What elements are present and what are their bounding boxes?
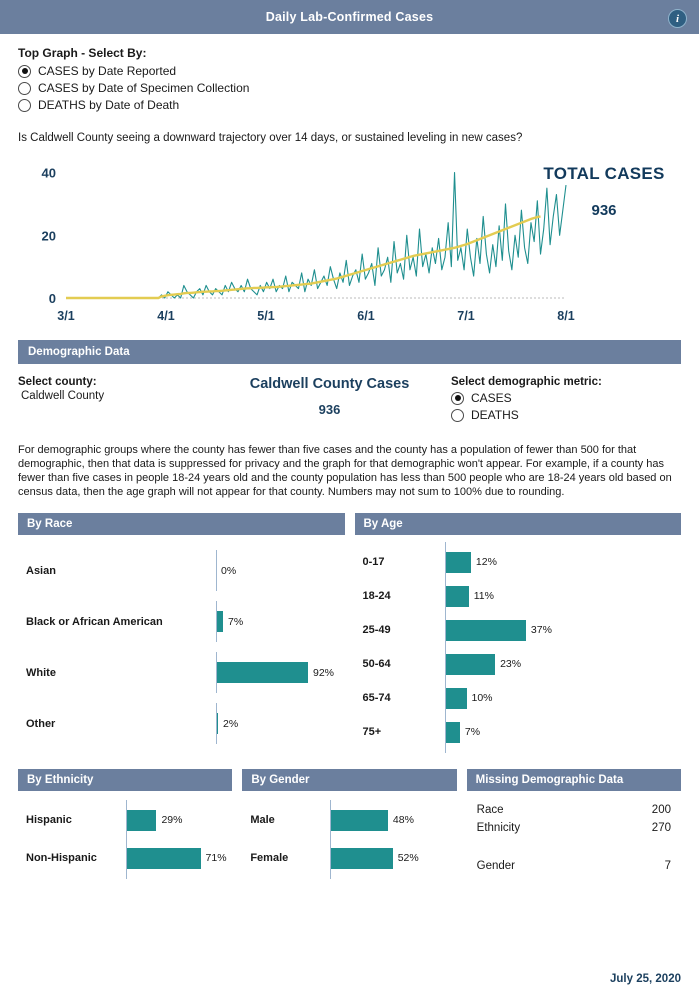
bar-category-label: Hispanic: [26, 814, 72, 826]
bar-row: [355, 715, 682, 749]
bar: [445, 552, 471, 573]
svg-text:0: 0: [48, 291, 56, 306]
bar-axis-line: [216, 652, 217, 693]
bar-track: [445, 722, 682, 743]
bar-value-label: 23%: [500, 658, 522, 670]
bar-axis-line: [126, 838, 127, 879]
county-summary: [208, 376, 451, 417]
bar-category-label: 75+: [362, 726, 382, 738]
select-county-label: Select county:: [18, 376, 97, 388]
missing-data-row: [467, 819, 681, 837]
bar-value-label: 0%: [221, 564, 237, 577]
bar: [445, 654, 496, 675]
radio-metric-cases[interactable]: [451, 391, 681, 405]
ethnicity-bars: [18, 791, 232, 881]
bar-track: [216, 560, 345, 581]
bar: [216, 611, 223, 632]
bar: [216, 662, 308, 683]
bar-track: [330, 810, 456, 831]
bar-axis-line: [216, 601, 217, 642]
bar-value-label: 37%: [530, 624, 552, 636]
metric-label: Select demographic metric:: [451, 376, 602, 388]
bar-value-label: 92%: [313, 666, 335, 679]
bar-track: [330, 848, 456, 869]
county-selector[interactable]: [18, 376, 208, 402]
bar: [445, 586, 469, 607]
bar-axis-line: [445, 712, 446, 753]
panel-title-ethnicity: By Ethnicity: [18, 769, 232, 791]
panel-by-ethnicity: [18, 769, 232, 881]
svg-text:7/1: 7/1: [457, 309, 475, 323]
radio-icon[interactable]: [18, 82, 31, 95]
bar-category-label: Other: [26, 717, 56, 730]
bar-category-label: 50-64: [362, 658, 391, 670]
panel-missing-data: [467, 769, 681, 881]
panel-title-gender: By Gender: [242, 769, 456, 791]
bar-axis-line: [330, 800, 331, 841]
bar-category-label: 25-49: [362, 624, 391, 636]
radio-cases-by-date-reported[interactable]: [18, 64, 681, 78]
total-cases-box: [529, 164, 679, 219]
svg-text:40: 40: [41, 165, 56, 181]
bar: [330, 848, 392, 869]
radio-label: DEATHS: [471, 408, 519, 422]
bar-category-label: 65-74: [362, 692, 391, 704]
radio-icon[interactable]: [451, 392, 464, 405]
info-icon[interactable]: i: [668, 9, 687, 28]
bar-track: [445, 688, 682, 709]
radio-metric-deaths[interactable]: [451, 408, 681, 422]
radio-icon[interactable]: [451, 409, 464, 422]
missing-rows: [467, 791, 681, 879]
svg-text:6/1: 6/1: [357, 309, 375, 323]
bar-row: [242, 839, 456, 877]
bar-row: [18, 839, 232, 877]
missing-data-key: Ethnicity: [476, 822, 521, 834]
bar-row: [242, 801, 456, 839]
chart-question: Is Caldwell County seeing a downward trajectory over 14 days, or sustained leveling in new cases?: [18, 132, 523, 144]
bar-row: [355, 681, 682, 715]
radio-label: CASES: [471, 391, 512, 405]
bar-track: [445, 552, 682, 573]
report-date: July 25, 2020: [610, 973, 681, 985]
total-cases-label: TOTAL CASES: [543, 164, 665, 183]
bar-track: [445, 586, 682, 607]
bar-row: [18, 698, 345, 749]
bar-track: [445, 654, 682, 675]
bar-value-label: 7%: [228, 615, 244, 628]
bar-category-label: 18-24: [362, 590, 391, 602]
bar-category-label: Black or African American: [26, 615, 163, 628]
bar-axis-line: [216, 550, 217, 591]
bar-row: [18, 545, 345, 596]
bar-row: [18, 647, 345, 698]
county-case-count: 936: [318, 402, 341, 417]
line-chart-svg: [18, 150, 578, 330]
bar-category-label: Female: [250, 852, 289, 864]
bar-axis-line: [330, 838, 331, 879]
privacy-note: For demographic groups where the county has fewer than five cases and the county has a population of fewer than 500 for that demographic, then that data is suppressed for privacy and the graph for that demographic won't appear. For example, if a county has fewer than five cases in people 18-24 years old and the county population has less than 500 people who are 18-24 years old based on census data, then the age graph will not appear for that county. Numbers may not sum to 100% due to rounding.: [18, 444, 672, 498]
svg-text:8/1: 8/1: [557, 309, 575, 323]
panel-title-missing: Missing Demographic Data: [467, 769, 681, 791]
county-title: Caldwell County Cases: [249, 376, 410, 392]
svg-text:5/1: 5/1: [257, 309, 275, 323]
radio-icon[interactable]: [18, 99, 31, 112]
svg-text:3/1: 3/1: [57, 309, 75, 323]
bar-row: [355, 579, 682, 613]
bar-track: [216, 611, 345, 632]
missing-data-value: 270: [651, 822, 671, 834]
top-graph-select-label: Top Graph - Select By:: [18, 46, 147, 60]
gender-bars: [242, 791, 456, 881]
radio-deaths-by-date-of-death[interactable]: [18, 98, 681, 112]
bar: [330, 810, 388, 831]
missing-data-key: Race: [476, 804, 504, 816]
bar-value-label: 12%: [475, 556, 497, 568]
svg-text:4/1: 4/1: [157, 309, 175, 323]
panel-by-age: [355, 513, 682, 753]
missing-data-row: [467, 801, 681, 819]
bar-row: [18, 801, 232, 839]
bar-track: [216, 662, 345, 683]
total-cases-value: 936: [591, 202, 617, 219]
bar-value-label: 52%: [397, 852, 419, 864]
missing-data-value: 200: [651, 804, 671, 816]
panel-title-age: By Age: [355, 513, 682, 535]
bar-track: [445, 620, 682, 641]
bar-track: [216, 713, 345, 734]
race-bars: [18, 535, 345, 753]
demographic-section-header: Demographic Data: [18, 340, 681, 364]
bar-category-label: Asian: [26, 564, 56, 577]
radio-icon[interactable]: [18, 65, 31, 78]
bar: [445, 688, 467, 709]
bar-row: [355, 545, 682, 579]
missing-data-value: 7: [664, 860, 671, 872]
app-header: [0, 0, 699, 34]
bar-track: [126, 810, 232, 831]
page-title: Daily Lab-Confirmed Cases: [265, 10, 434, 24]
radio-label: CASES by Date of Specimen Collection: [38, 81, 250, 95]
bar-category-label: Male: [250, 814, 275, 826]
bar-row: [18, 596, 345, 647]
missing-data-key: Gender: [476, 860, 516, 872]
panel-by-race: [18, 513, 345, 753]
bar: [126, 848, 201, 869]
bar-value-label: 2%: [223, 717, 239, 730]
bar-category-label: Non-Hispanic: [26, 852, 97, 864]
bar-axis-line: [216, 703, 217, 744]
bar-value-label: 71%: [205, 852, 227, 864]
bar-track: [126, 848, 232, 869]
bar-row: [355, 613, 682, 647]
bar-value-label: 11%: [473, 590, 494, 602]
bar-row: [355, 647, 682, 681]
county-value[interactable]: Caldwell County: [21, 390, 105, 402]
bar: [126, 810, 156, 831]
bar-category-label: White: [26, 666, 56, 679]
bar-value-label: 29%: [161, 814, 183, 826]
missing-data-row: [467, 857, 681, 875]
bar: [445, 620, 526, 641]
panel-by-gender: [242, 769, 456, 881]
radio-label: CASES by Date Reported: [38, 64, 177, 78]
radio-cases-by-specimen-collection[interactable]: [18, 81, 681, 95]
bar-value-label: 48%: [392, 814, 414, 826]
daily-cases-chart: [18, 150, 681, 330]
bar: [445, 722, 460, 743]
svg-text:20: 20: [41, 228, 56, 244]
bar-value-label: 7%: [464, 726, 481, 738]
bar-axis-line: [126, 800, 127, 841]
age-bars: [355, 535, 682, 753]
bar-value-label: 10%: [471, 692, 493, 704]
radio-label: DEATHS by Date of Death: [38, 98, 180, 112]
panel-title-race: By Race: [18, 513, 345, 535]
bar-category-label: 0-17: [362, 556, 385, 568]
demographic-metric-selector[interactable]: [451, 376, 681, 425]
